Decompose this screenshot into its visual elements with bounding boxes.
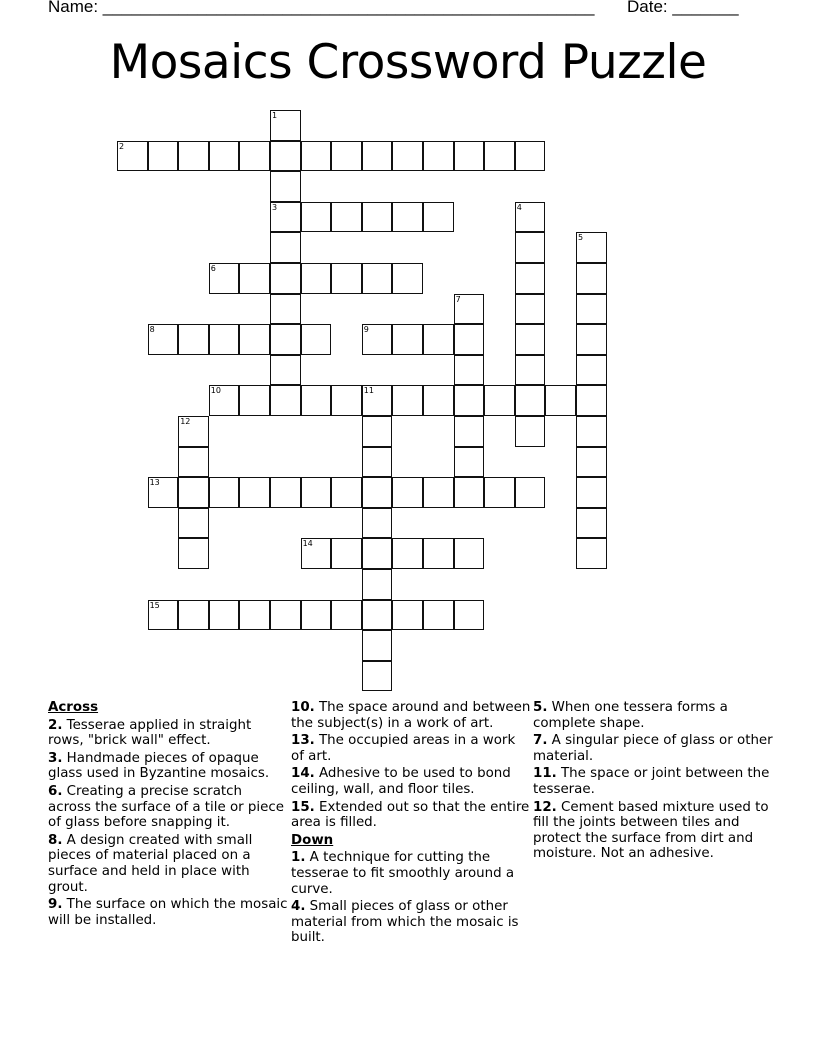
crossword-cell[interactable]	[576, 538, 607, 569]
crossword-cell[interactable]	[454, 355, 485, 386]
crossword-cell[interactable]	[515, 416, 546, 447]
crossword-cell[interactable]	[148, 477, 179, 508]
crossword-cell[interactable]	[148, 141, 179, 172]
clue-text: The surface on which the mosaic will be installed.	[48, 897, 288, 928]
crossword-cell[interactable]	[515, 355, 546, 386]
clue-across-6	[48, 784, 288, 831]
crossword-cell[interactable]	[178, 508, 209, 539]
crossword-cell[interactable]	[576, 263, 607, 294]
clue-across-10	[291, 700, 531, 731]
crossword-cell[interactable]	[423, 202, 454, 233]
crossword-cell[interactable]	[392, 263, 423, 294]
clue-number-label: 14	[302, 539, 313, 549]
crossword-cell[interactable]	[117, 141, 148, 172]
clue-number: 14.	[291, 766, 315, 782]
crossword-cell[interactable]	[331, 600, 362, 631]
crossword-cell[interactable]	[209, 141, 240, 172]
crossword-cell[interactable]	[239, 263, 270, 294]
clue-number-label: 4	[516, 202, 522, 212]
clue-text: The space or joint between the tesserae.	[533, 766, 770, 797]
crossword-cell[interactable]	[209, 324, 240, 355]
clue-text: A design created with small pieces of material placed on a surface and held in place with grout.	[48, 832, 253, 895]
clue-text: When one tessera forms a complete shape.	[533, 700, 728, 731]
crossword-cell[interactable]	[270, 232, 301, 263]
crossword-cell[interactable]	[423, 385, 454, 416]
crossword-cell[interactable]	[576, 416, 607, 447]
crossword-cell[interactable]	[362, 202, 393, 233]
crossword-cell[interactable]	[362, 600, 393, 631]
crossword-cell[interactable]	[178, 538, 209, 569]
name-field-label: Name: ____________________________________________________	[48, 0, 595, 16]
clues-column-3	[533, 700, 778, 864]
crossword-cell[interactable]	[454, 324, 485, 355]
clue-number-label: 11	[363, 386, 374, 396]
crossword-cell[interactable]	[301, 202, 332, 233]
crossword-cell[interactable]	[454, 477, 485, 508]
crossword-cell[interactable]	[576, 477, 607, 508]
clue-number: 8.	[48, 832, 63, 848]
crossword-cell[interactable]	[423, 324, 454, 355]
crossword-cell[interactable]	[515, 141, 546, 172]
clues-column-2	[291, 700, 531, 948]
crossword-cell[interactable]	[484, 141, 515, 172]
clue-number: 2.	[48, 717, 63, 733]
page-title: Mosaics Crossword Puzzle	[109, 35, 707, 90]
clue-text: The occupied areas in a work of art.	[291, 733, 516, 764]
clue-across-2	[48, 718, 288, 749]
crossword-cell[interactable]	[270, 263, 301, 294]
crossword-cell[interactable]	[270, 294, 301, 325]
crossword-cell[interactable]	[301, 324, 332, 355]
crossword-cell[interactable]	[362, 416, 393, 447]
clue-number: 3.	[48, 750, 63, 766]
clue-number: 12.	[533, 799, 557, 815]
clue-text: Adhesive to be used to bond ceiling, wall, and floor tiles.	[291, 766, 511, 797]
crossword-cell[interactable]	[454, 447, 485, 478]
clue-across-13	[291, 733, 531, 764]
clue-number-label: 1	[272, 111, 278, 120]
clue-number-label: 13	[149, 478, 160, 488]
crossword-cell[interactable]	[178, 416, 209, 447]
crossword-cell[interactable]	[270, 110, 301, 141]
clue-down-12	[533, 800, 778, 862]
crossword-cell[interactable]	[362, 661, 393, 692]
crossword-cell[interactable]	[270, 385, 301, 416]
crossword-cell[interactable]	[515, 385, 546, 416]
crossword-cell[interactable]	[454, 141, 485, 172]
crossword-cell[interactable]	[423, 538, 454, 569]
crossword-cell[interactable]	[576, 324, 607, 355]
clue-down-7	[533, 733, 778, 764]
crossword-cell[interactable]	[454, 538, 485, 569]
crossword-cell[interactable]	[515, 202, 546, 233]
crossword-cell[interactable]	[362, 538, 393, 569]
clue-number: 15.	[291, 799, 315, 815]
clue-number-label: 5	[578, 233, 584, 243]
crossword-cell[interactable]	[515, 263, 546, 294]
crossword-cell[interactable]	[331, 263, 362, 294]
clue-number-label: 15	[149, 600, 160, 610]
crossword-cell[interactable]	[301, 600, 332, 631]
crossword-cell[interactable]	[301, 477, 332, 508]
crossword-cell[interactable]	[148, 324, 179, 355]
crossword-cell[interactable]	[331, 202, 362, 233]
clue-number: 13.	[291, 733, 315, 749]
crossword-cell[interactable]	[576, 232, 607, 263]
clue-number: 7.	[533, 733, 548, 749]
clue-number: 4.	[291, 899, 306, 915]
crossword-cell[interactable]	[148, 600, 179, 631]
crossword-cell[interactable]	[392, 202, 423, 233]
crossword-cell[interactable]	[178, 447, 209, 478]
crossword-cell[interactable]	[209, 477, 240, 508]
crossword-cell[interactable]	[209, 600, 240, 631]
crossword-cell[interactable]	[576, 508, 607, 539]
crossword-cell[interactable]	[454, 416, 485, 447]
crossword-cell[interactable]	[331, 141, 362, 172]
crossword-cell[interactable]	[270, 171, 301, 202]
crossword-cell[interactable]	[576, 447, 607, 478]
crossword-cell[interactable]	[423, 600, 454, 631]
clue-text: The space around and between the subject(s) in a work of art.	[291, 700, 531, 731]
crossword-cell[interactable]	[362, 477, 393, 508]
crossword-cell[interactable]	[484, 385, 515, 416]
clue-number-label: 3	[272, 202, 278, 212]
clue-down-5	[533, 700, 778, 731]
crossword-cell[interactable]	[301, 263, 332, 294]
clue-number-label: 6	[210, 264, 216, 273]
crossword-cell[interactable]	[270, 477, 301, 508]
down-heading: Down	[291, 832, 334, 848]
crossword-cell[interactable]	[301, 385, 332, 416]
crossword-cell[interactable]	[178, 600, 209, 631]
crossword-cell[interactable]	[362, 569, 393, 600]
crossword-cell[interactable]	[392, 324, 423, 355]
crossword-cell[interactable]	[484, 477, 515, 508]
clue-number-label: 2	[119, 141, 125, 151]
clue-number-label: 10	[210, 386, 221, 396]
clue-number-label: 12	[180, 417, 191, 426]
across-heading: Across	[48, 700, 99, 715]
crossword-cell[interactable]	[423, 477, 454, 508]
crossword-cell[interactable]	[423, 141, 454, 172]
crossword-cell[interactable]	[576, 355, 607, 386]
crossword-cell[interactable]	[454, 600, 485, 631]
crossword-cell[interactable]	[454, 294, 485, 325]
crossword-cell[interactable]	[515, 324, 546, 355]
crossword-cell[interactable]	[362, 385, 393, 416]
date-field-label: Date: _______	[627, 0, 739, 16]
crossword-cell[interactable]	[270, 141, 301, 172]
crossword-cell[interactable]	[270, 355, 301, 386]
clue-across-8	[48, 833, 288, 895]
crossword-cell[interactable]	[392, 141, 423, 172]
clue-down-4	[291, 899, 531, 946]
crossword-cell[interactable]	[576, 385, 607, 416]
crossword-cell[interactable]	[270, 600, 301, 631]
crossword-cell[interactable]	[270, 324, 301, 355]
crossword-cell[interactable]	[362, 324, 393, 355]
clue-down-1	[291, 850, 531, 897]
clues-column-1	[48, 700, 288, 930]
crossword-cell[interactable]	[239, 324, 270, 355]
crossword-cell[interactable]	[178, 477, 209, 508]
crossword-cell[interactable]	[392, 385, 423, 416]
crossword-cell[interactable]	[392, 538, 423, 569]
crossword-cell[interactable]	[209, 263, 240, 294]
crossword-cell[interactable]	[178, 324, 209, 355]
clue-text: Cement based mixture used to fill the joints between tiles and protect the surface from dirt and moisture. Not an adhesive.	[533, 799, 769, 862]
clue-across-14	[291, 766, 531, 797]
clue-text: Creating a precise scratch across the surface of a tile or piece of glass before snapping it.	[48, 783, 284, 831]
crossword-cell[interactable]	[576, 294, 607, 325]
crossword-cell[interactable]	[362, 141, 393, 172]
crossword-cell[interactable]	[239, 600, 270, 631]
crossword-cell[interactable]	[362, 508, 393, 539]
clue-number: 1.	[291, 850, 306, 866]
crossword-cell[interactable]	[239, 141, 270, 172]
clue-number-label: 9	[363, 325, 369, 335]
clue-text: A singular piece of glass or other material.	[533, 733, 773, 764]
clue-across-3	[48, 751, 288, 782]
crossword-cell[interactable]	[178, 141, 209, 172]
clue-number: 6.	[48, 783, 63, 799]
crossword-cell[interactable]	[362, 447, 393, 478]
crossword-cell[interactable]	[331, 538, 362, 569]
clue-text: Small pieces of glass or other material from which the mosaic is built.	[291, 899, 519, 946]
crossword-cell[interactable]	[239, 477, 270, 508]
clue-number: 10.	[291, 700, 315, 715]
clue-number-label: 8	[149, 325, 155, 335]
crossword-cell[interactable]	[331, 385, 362, 416]
crossword-cell[interactable]	[239, 385, 270, 416]
crossword-cell[interactable]	[392, 477, 423, 508]
clue-text: A technique for cutting the tesserae to fit smoothly around a curve.	[291, 850, 515, 897]
crossword-cell[interactable]	[362, 630, 393, 661]
crossword-cell[interactable]	[515, 477, 546, 508]
clue-number: 11.	[533, 766, 557, 782]
clue-number-label: 7	[455, 294, 461, 304]
crossword-cell[interactable]	[515, 232, 546, 263]
crossword-cell[interactable]	[362, 263, 393, 294]
crossword-cell[interactable]	[209, 385, 240, 416]
clue-text: Tesserae applied in straight rows, "brick wall" effect.	[48, 717, 252, 749]
clue-down-11	[533, 766, 778, 797]
clue-number: 9.	[48, 897, 63, 913]
crossword-cell[interactable]	[331, 477, 362, 508]
clue-number: 5.	[533, 700, 548, 715]
crossword-cell[interactable]	[392, 600, 423, 631]
crossword-cell[interactable]	[545, 385, 576, 416]
clue-across-9	[48, 897, 288, 928]
crossword-cell[interactable]	[301, 141, 332, 172]
clue-text: Extended out so that the entire area is filled.	[291, 799, 530, 831]
crossword-cell[interactable]	[270, 202, 301, 233]
clue-across-15	[291, 800, 531, 831]
clue-text: Handmade pieces of opaque glass used in Byzantine mosaics.	[48, 750, 270, 782]
crossword-cell[interactable]	[301, 538, 332, 569]
crossword-cell[interactable]	[454, 385, 485, 416]
crossword-cell[interactable]	[515, 294, 546, 325]
